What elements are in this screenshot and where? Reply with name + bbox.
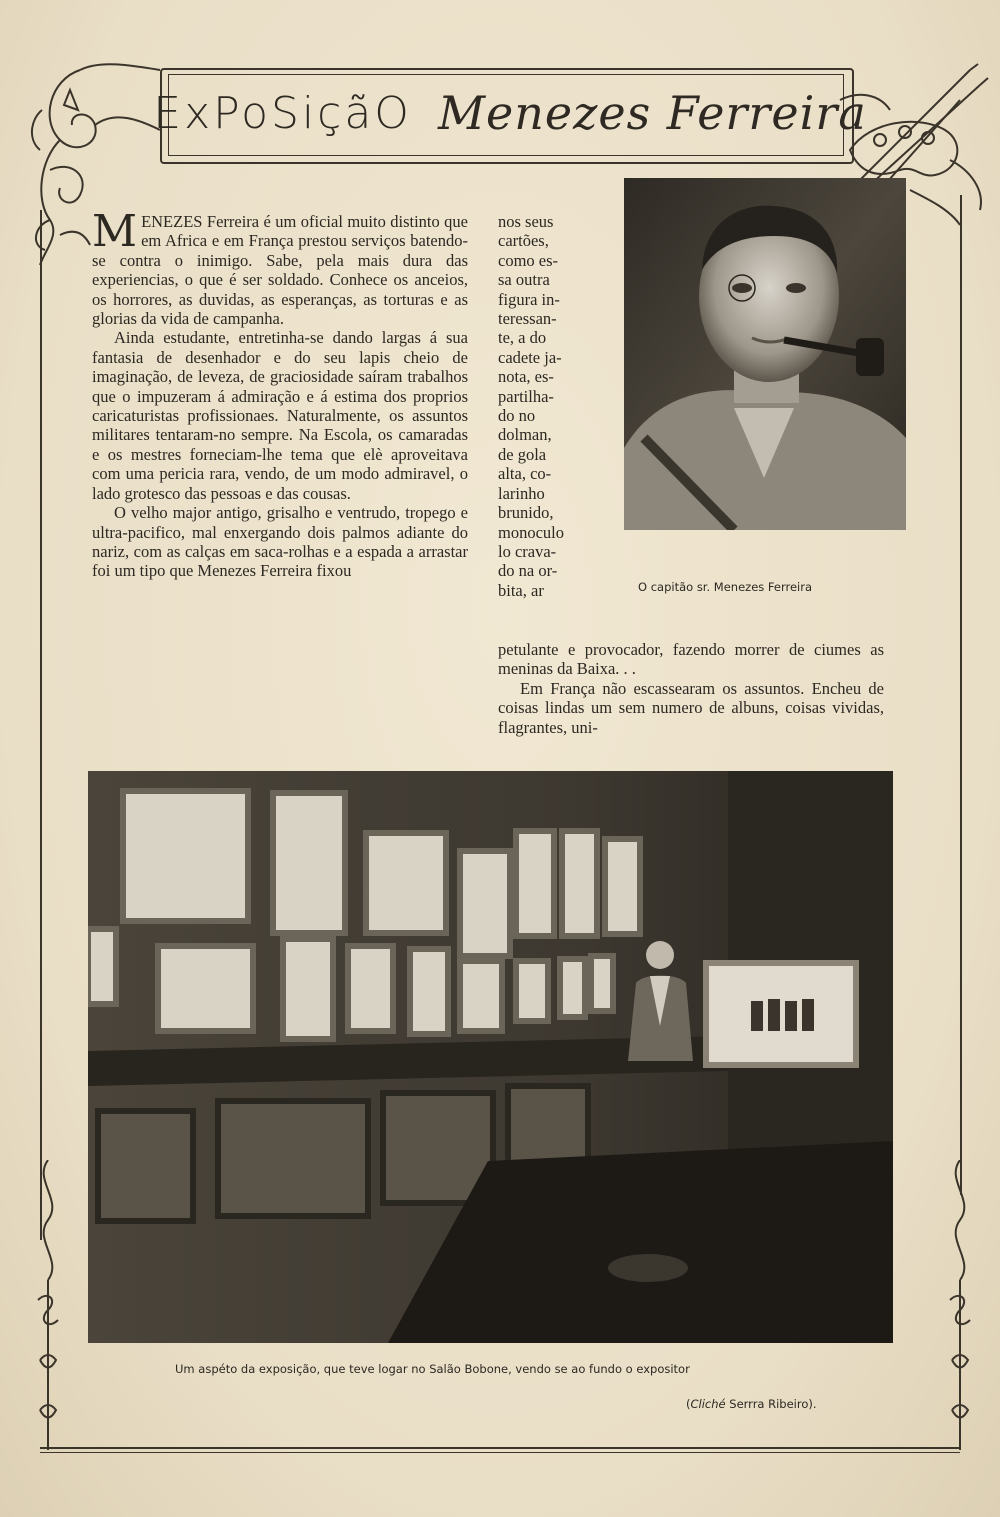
exhibition-photo-caption: Um aspéto da exposição, que teve logar no Salão Bobone, vendo se ao fundo o expositor [175, 1362, 690, 1376]
col2-line: te, a do [498, 328, 547, 348]
paragraph-5: Em França não escassearam os assuntos. Encheu de coisas lindas um sem numero de albuns, coisas vividas, flagrantes, uni- [498, 678, 884, 737]
paragraph-1: ENEZES Ferreira é um oficial muito distinto que em Africa e em França prestou serviços batendo-se contra o inimigo. Sabe, pela mais dura das experiencias, o que é ser soldado. Conhece os anceios, os horrores, as duvidas, as esperanças, as torturas e as glorias da vida de campanha. [92, 212, 468, 329]
credit-cliche: Cliché [690, 1397, 726, 1411]
article-column-1 [92, 206, 468, 581]
article-column-3 [498, 640, 884, 737]
col2-line: brunido, [498, 503, 554, 523]
col2-line: alta, co- [498, 464, 552, 484]
col2-line: cartões, [498, 231, 549, 251]
exhibition-hall-photo [88, 771, 893, 1343]
credit-name: Serrra Ribeiro). [725, 1397, 817, 1411]
col2-line: nota, es- [498, 367, 554, 387]
frame-right-border [960, 195, 962, 1195]
col2-line: larinho [498, 483, 545, 503]
portrait-illustration [624, 178, 906, 530]
paragraph-3: O velho major antigo, grisalho e ventrudo, tropego e ultra-pacifico, mal enxergando dois palmos adiante do nariz, com as calças em saca-rolhas e a espada a arrastar foi um tipo que Menezes Ferreira fixou [92, 503, 468, 581]
col2-line: do no [498, 406, 536, 426]
col2-line: de gola [498, 444, 547, 464]
article-title [153, 78, 867, 148]
col2-line: lo crava- [498, 541, 557, 561]
portrait-caption: O capitão sr. Menezes Ferreira [638, 580, 813, 594]
col2-line: figura in- [498, 289, 560, 309]
exhibition-illustration [88, 771, 893, 1343]
col2-line: como es- [498, 250, 559, 270]
title-exposicao: ExPoSiçãO [153, 87, 412, 139]
col2-line: do na or- [498, 561, 558, 581]
frame-left-border [40, 210, 42, 1240]
portrait-photo [624, 178, 906, 530]
article-column-2 [498, 212, 595, 600]
paragraph-4: petulante e provocador, fazendo morrer de ciumes as meninas da Baixa. . . [498, 640, 884, 679]
col2-line: teressan- [498, 309, 557, 329]
floral-ornament-bottom-left-icon [28, 1160, 68, 1450]
col2-line: bita, ar [498, 580, 544, 600]
floral-ornament-bottom-right-icon [940, 1160, 980, 1450]
col2-line: cadete ja- [498, 347, 562, 367]
col2-line: sa outra [498, 270, 550, 290]
photo-credit [686, 1397, 817, 1411]
paragraph-2: Ainda estudante, entretinha-se dando largas á sua fantasia de desenhador e do seu lapis cheio de imaginação, de leveza, de graciosidade saíram trabalhos que o impuzeram á admiração e á estima dos proprios caricaturistas profissionaes. Naturalmente, os assuntos militares tentaram-no sempre. Na Escola, os camaradas e os mestres forneciam-lhe tema que elè aproveitava com uma pericia rara, vendo, de um modo admiravel, o lado grotesco das pessoas e das cousas. [92, 328, 468, 503]
col2-line: monoculo [498, 522, 564, 542]
drop-cap: M [92, 206, 138, 257]
title-name: Menezes Ferreira [437, 86, 867, 140]
frame-bottom-border-thin [40, 1452, 960, 1453]
credit-open: ( [686, 1397, 691, 1411]
col2-line: nos seus [498, 212, 554, 231]
col2-line: dolman, [498, 425, 552, 445]
frame-bottom-border [40, 1447, 960, 1449]
col2-line: partilha- [498, 386, 554, 406]
